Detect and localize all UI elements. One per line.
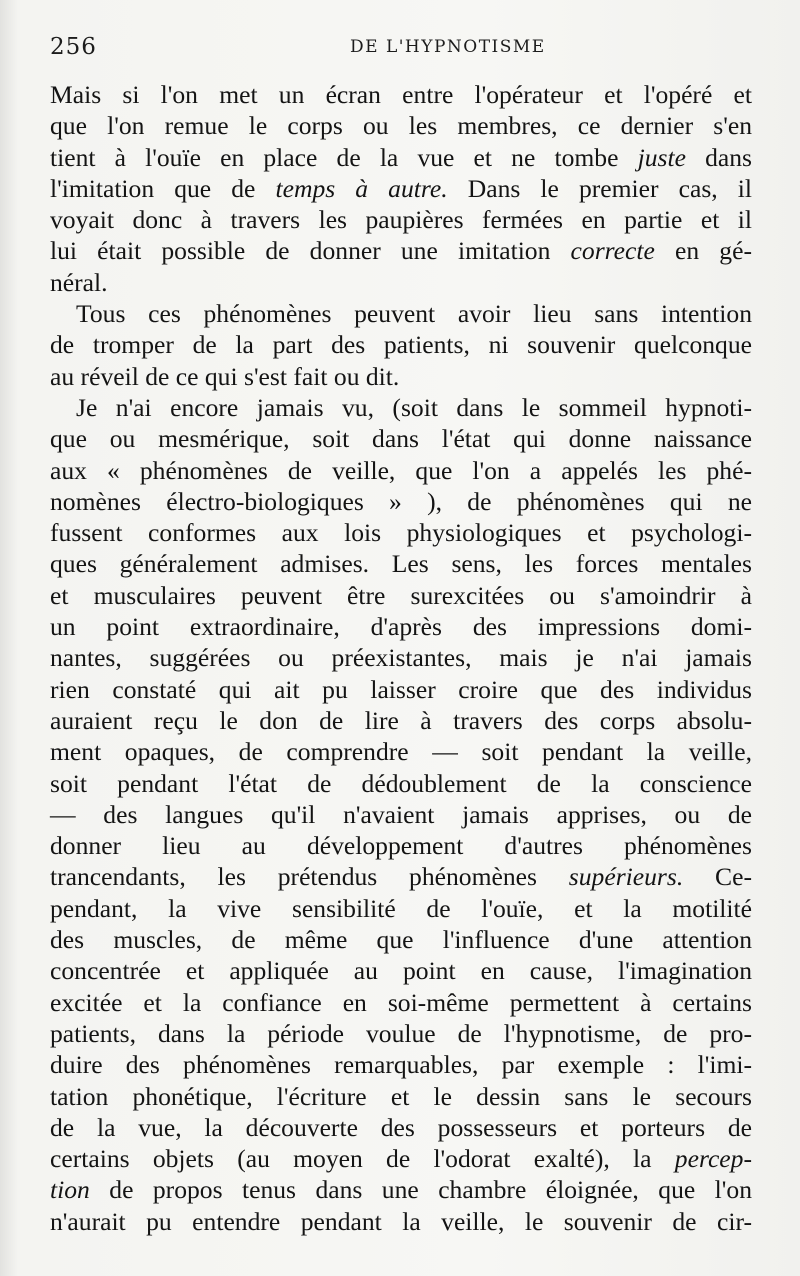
text-line <box>50 674 752 705</box>
text-line <box>50 642 752 673</box>
text-segment: pendant, la vive sensibilité de l'ouïe, et la motilité <box>50 893 752 923</box>
text-segment: — des langues qu'il n'avaient jamais apprises, ou de <box>50 799 752 829</box>
text-segment: nomènes électro-biologiques » ), de phénomènes qui ne <box>50 486 752 516</box>
text-segment: trancendants, les prétendus phénomènes <box>50 862 569 892</box>
text-line <box>50 830 752 861</box>
text-line <box>50 173 752 204</box>
text-line <box>50 861 752 892</box>
text-segment: en gé- <box>654 236 752 266</box>
text-segment: que ou mesmérique, soit dans l'état qui donne naissance <box>50 424 752 454</box>
text-segment: fussent conformes aux lois physiologiques et psychologi- <box>50 518 752 548</box>
text-line <box>50 423 752 454</box>
text-line <box>50 79 752 110</box>
text-segment: ques généralement admises. Les sens, les forces mentales <box>50 549 752 579</box>
text-segment: néral. <box>50 267 108 297</box>
page-number: 256 <box>50 34 97 60</box>
italic-text: supérieurs. <box>568 862 684 892</box>
text-line <box>50 768 752 799</box>
text-segment: Je n'ai encore jamais vu, (soit dans le sommeil hypnoti- <box>76 392 752 422</box>
text-segment: et musculaires peuvent être surexcitées ou s'amoindrir à <box>50 580 752 610</box>
text-line <box>50 486 752 517</box>
text-segment: de la vue, la découverte des possesseurs et porteurs de <box>50 1112 752 1142</box>
text-segment: lui était possible de donner une imitation <box>50 236 571 266</box>
text-segment: tient à l'ouïe en place de la vue et ne tombe <box>50 142 638 172</box>
text-line <box>50 1049 752 1080</box>
text-segment: concentrée et appliquée au point en cause, l'imagination <box>50 956 752 986</box>
italic-text: correcte <box>570 236 655 266</box>
body-text <box>50 79 752 1237</box>
italic-text: juste <box>637 142 686 172</box>
text-line <box>50 204 752 235</box>
text-segment: des muscles, de même que l'influence d'une attention <box>50 925 752 955</box>
text-segment: aux « phénomènes de veille, que l'on a appelés les phé- <box>50 455 752 485</box>
text-line <box>50 235 752 266</box>
text-segment: de tromper de la part des patients, ni souvenir quelconque <box>50 330 752 360</box>
text-line <box>50 987 752 1018</box>
text-segment: nantes, suggérées ou préexistantes, mais je n'ai jamais <box>50 643 752 673</box>
text-segment: donner lieu au développement d'autres phénomènes <box>50 831 752 861</box>
italic-text: tion <box>50 1175 90 1205</box>
italic-text: percep- <box>674 1144 752 1174</box>
running-head: DE L'HYPNOTISME <box>350 37 546 57</box>
text-line <box>50 517 752 548</box>
text-line <box>50 298 752 329</box>
text-segment: de propos tenus dans une chambre éloignée, que l'on <box>89 1175 752 1205</box>
text-segment: Mais si l'on met un écran entre l'opérateur et l'opéré et <box>50 80 752 109</box>
text-segment: n'aurait pu entendre pendant la veille, le souvenir de cir- <box>50 1206 752 1236</box>
text-segment: certains objets (au moyen de l'odorat exalté), la <box>50 1144 675 1174</box>
text-segment: un point extraordinaire, d'après des impressions domi- <box>50 612 752 642</box>
text-line <box>50 329 752 360</box>
page-header <box>50 34 752 64</box>
text-line <box>50 736 752 767</box>
text-line <box>50 110 752 141</box>
text-line <box>50 580 752 611</box>
text-line <box>50 1112 752 1143</box>
text-line <box>50 955 752 986</box>
text-line <box>50 548 752 579</box>
text-line <box>50 705 752 736</box>
text-line <box>50 142 752 173</box>
text-line <box>50 924 752 955</box>
text-segment: patients, dans la période voulue de l'hypnotisme, de pro- <box>50 1018 752 1048</box>
text-segment: Ce- <box>683 862 752 892</box>
text-line <box>50 893 752 924</box>
text-line <box>50 1206 752 1237</box>
italic-text: temps à autre. <box>275 173 448 203</box>
text-segment: voyait donc à travers les paupières fermées en partie et il <box>50 205 752 235</box>
text-segment: l'imitation que de <box>50 173 276 203</box>
text-segment: ment opaques, de comprendre — soit pendant la veille, <box>50 737 752 767</box>
text-segment: duire des phénomènes remarquables, par exemple : l'imi- <box>50 1050 752 1080</box>
text-line <box>50 1174 752 1205</box>
text-line <box>50 1018 752 1049</box>
text-segment: auraient reçu le don de lire à travers des corps absolu- <box>50 705 752 735</box>
text-segment: Tous ces phénomènes peuvent avoir lieu sans intention <box>76 299 752 329</box>
text-line <box>50 611 752 642</box>
text-line <box>50 361 752 392</box>
text-line <box>50 392 752 423</box>
text-line <box>50 1081 752 1112</box>
text-segment: rien constaté qui ait pu laisser croire que des individus <box>50 674 752 704</box>
text-line <box>50 1143 752 1174</box>
text-segment: au réveil de ce qui s'est fait ou dit. <box>50 361 400 391</box>
text-line <box>50 267 752 298</box>
text-line <box>50 455 752 486</box>
text-segment: que l'on remue le corps ou les membres, ce dernier s'en <box>50 111 752 141</box>
text-segment: excitée et la confiance en soi-même permettent à certains <box>50 987 752 1017</box>
text-segment: dans <box>685 142 752 172</box>
text-segment: soit pendant l'état de dédoublement de la conscience <box>50 768 752 798</box>
text-segment: Dans le premier cas, il <box>447 173 752 203</box>
text-line <box>50 799 752 830</box>
text-segment: tation phonétique, l'écriture et le dessin sans le secours <box>50 1081 752 1111</box>
